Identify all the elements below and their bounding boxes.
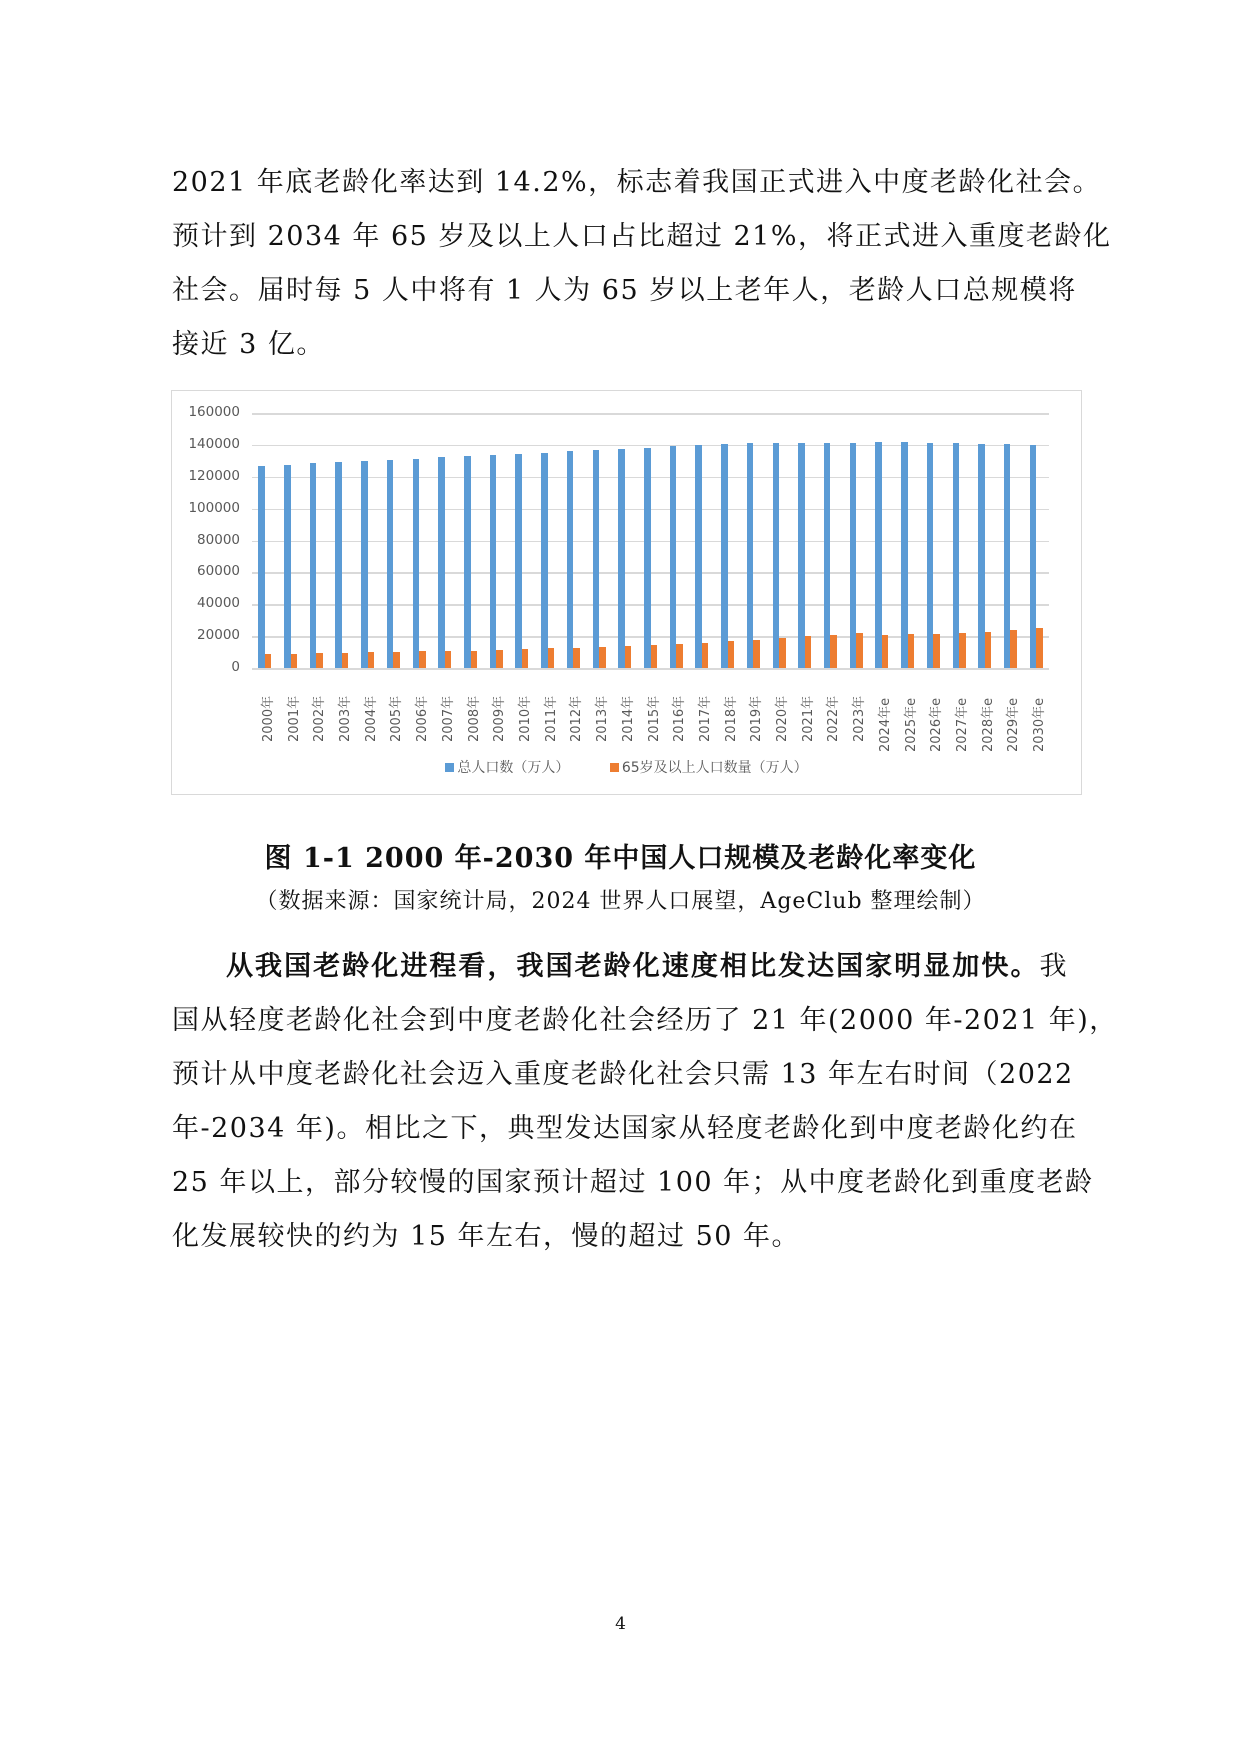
bar-elderly-population [265,654,272,668]
x-tick-label: 2018年 [723,695,739,742]
bar-total-population [593,450,600,668]
x-tick-label: 2026年e [929,697,945,752]
x-tick-label: 2009年 [492,695,508,742]
bar-elderly-population [522,649,529,668]
x-tick-label: 2019年 [749,695,765,742]
bar-elderly-population [573,648,580,668]
y-tick-label: 80000 [197,531,240,548]
bar-elderly-population [651,645,658,668]
intro-paragraph [172,156,1112,372]
y-tick-label: 40000 [197,595,240,612]
bar-total-population [361,461,368,668]
legend-swatch-blue-icon [445,763,454,772]
bar-total-population [335,462,342,668]
bar-elderly-population [856,633,863,668]
bar-elderly-population [728,641,735,668]
bar-total-population [670,446,677,668]
x-tick-label: 2029年e [1006,697,1022,752]
bar-elderly-population [1036,628,1043,668]
bar-elderly-population [393,652,400,668]
bar-elderly-population [908,634,915,668]
text-line: 化发展较快的约为 15 年左右，慢的超过 50 年。 [172,1221,801,1252]
analysis-paragraph [172,940,1118,1264]
x-tick-label: 2000年 [260,695,276,742]
gridline [252,668,1049,670]
bar-total-population [490,455,497,668]
bar-elderly-population [419,651,426,668]
bar-total-population [798,443,805,668]
bar-elderly-population [933,634,940,668]
text-line: 预计从中度老龄化社会迈入重度老龄化社会只需 13 年左右时间（2022 [172,1059,1074,1090]
bar-elderly-population [316,653,323,668]
bar-elderly-population [471,651,478,668]
bar-total-population [413,459,420,668]
bar-total-population [773,443,780,668]
figure-source: （数据来源：国家统计局，2024 世界人口展望，AgeClub 整理绘制） [255,889,986,914]
y-tick-label: 140000 [188,435,240,452]
x-tick-label: 2006年 [415,695,431,742]
text-line: 预计到 2034 年 65 岁及以上人口占比超过 21%，将正式进入重度老龄化 [172,221,1112,252]
x-tick-label: 2001年 [286,695,302,742]
bar-total-population [464,456,471,668]
x-tick-label: 2016年 [672,695,688,742]
bar-elderly-population [548,648,555,668]
x-tick-label: 2008年 [466,695,482,742]
y-tick-label: 20000 [197,627,240,644]
figure-title: 图 1-1 2000 年-2030 年中国人口规模及老龄化率变化 [264,843,977,874]
x-tick-label: 2017年 [697,695,713,742]
population-chart [171,390,1082,795]
bar-elderly-population [1010,630,1017,668]
y-tick-label: 100000 [188,499,240,516]
y-tick-label: 60000 [197,563,240,580]
bar-total-population [438,457,445,668]
bar-elderly-population [599,647,606,668]
bar-elderly-population [805,636,812,668]
x-tick-label: 2003年 [337,695,353,742]
bar-elderly-population [985,632,992,668]
bold-lead: 从我国老龄化进程看，我国老龄化速度相比发达国家明显加快。 [226,951,1040,982]
bar-total-population [284,465,291,668]
text-line: 国从轻度老龄化社会到中度老龄化社会经历了 21 年(2000 年-2021 年)， [172,1005,1118,1036]
bar-total-population [721,444,728,668]
x-tick-label: 2002年 [312,695,328,742]
bar-elderly-population [702,643,709,668]
chart-legend [172,757,1081,777]
x-tick-label: 2010年 [517,695,533,742]
x-tick-label: 2007年 [440,695,456,742]
x-tick-label: 2004年 [363,695,379,742]
bar-elderly-population [368,652,375,668]
bar-total-population [618,449,625,668]
y-tick-label: 0 [231,659,240,675]
bar-total-population [567,451,574,668]
bar-elderly-population [342,653,349,668]
legend-total-population: 总人口数（万人） [445,757,569,777]
x-tick-label: 2023年 [852,695,868,742]
y-tick-label: 160000 [188,404,240,420]
legend-elderly-population: 65岁及以上人口数量（万人） [610,757,808,777]
bar-elderly-population [779,638,786,668]
bar-elderly-population [496,650,503,668]
bar-total-population [310,463,317,668]
text-line: 2021 年底老龄化率达到 14.2%，标志着我国正式进入中度老龄化社会。 [172,167,1102,198]
bar-total-population [515,454,522,668]
bar-total-population [387,460,394,668]
bar-elderly-population [830,635,837,668]
bar-total-population [695,445,702,668]
x-tick-label: 2012年 [569,695,585,742]
bar-elderly-population [882,635,889,668]
x-tick-label: 2024年e [877,697,893,752]
text-line: 接近 3 亿。 [172,329,325,360]
x-tick-label: 2015年 [646,695,662,742]
x-tick-label: 2005年 [389,695,405,742]
bar-elderly-population [753,640,760,668]
x-tick-label: 2013年 [595,695,611,742]
page-number: 4 [615,1614,626,1634]
bar-total-population [747,443,754,668]
x-tick-label: 2030年e [1032,697,1048,752]
text-line: 社会。届时每 5 人中将有 1 人为 65 岁以上老年人，老龄人口总规模将 [172,275,1077,306]
x-tick-label: 2011年 [543,695,559,742]
x-tick-label: 2021年 [800,695,816,742]
gridline [252,413,1049,415]
legend-swatch-orange-icon [610,763,619,772]
bar-elderly-population [291,654,298,668]
y-tick-label: 120000 [188,467,240,484]
bar-elderly-population [625,646,632,668]
bar-total-population [541,453,548,668]
x-tick-label: 2027年e [955,697,971,752]
x-tick-label: 2022年 [826,695,842,742]
bar-elderly-population [445,651,452,668]
bar-total-population [258,466,265,668]
x-tick-label: 2020年 [775,695,791,742]
x-tick-label: 2014年 [620,695,636,742]
bar-elderly-population [676,644,683,668]
text-line: 25 年以上，部分较慢的国家预计超过 100 年；从中度老龄化到重度老龄 [172,1167,1094,1198]
bar-elderly-population [959,633,966,668]
text-line: 年-2034 年)。相比之下，典型发达国家从轻度老龄化到中度老龄化约在 [172,1113,1078,1144]
text-line: 从我国老龄化进程看，我国老龄化速度相比发达国家明显加快。我 [226,951,1068,982]
x-tick-label: 2028年e [980,697,996,752]
x-tick-label: 2025年e [903,697,919,752]
bar-total-population [644,448,651,668]
